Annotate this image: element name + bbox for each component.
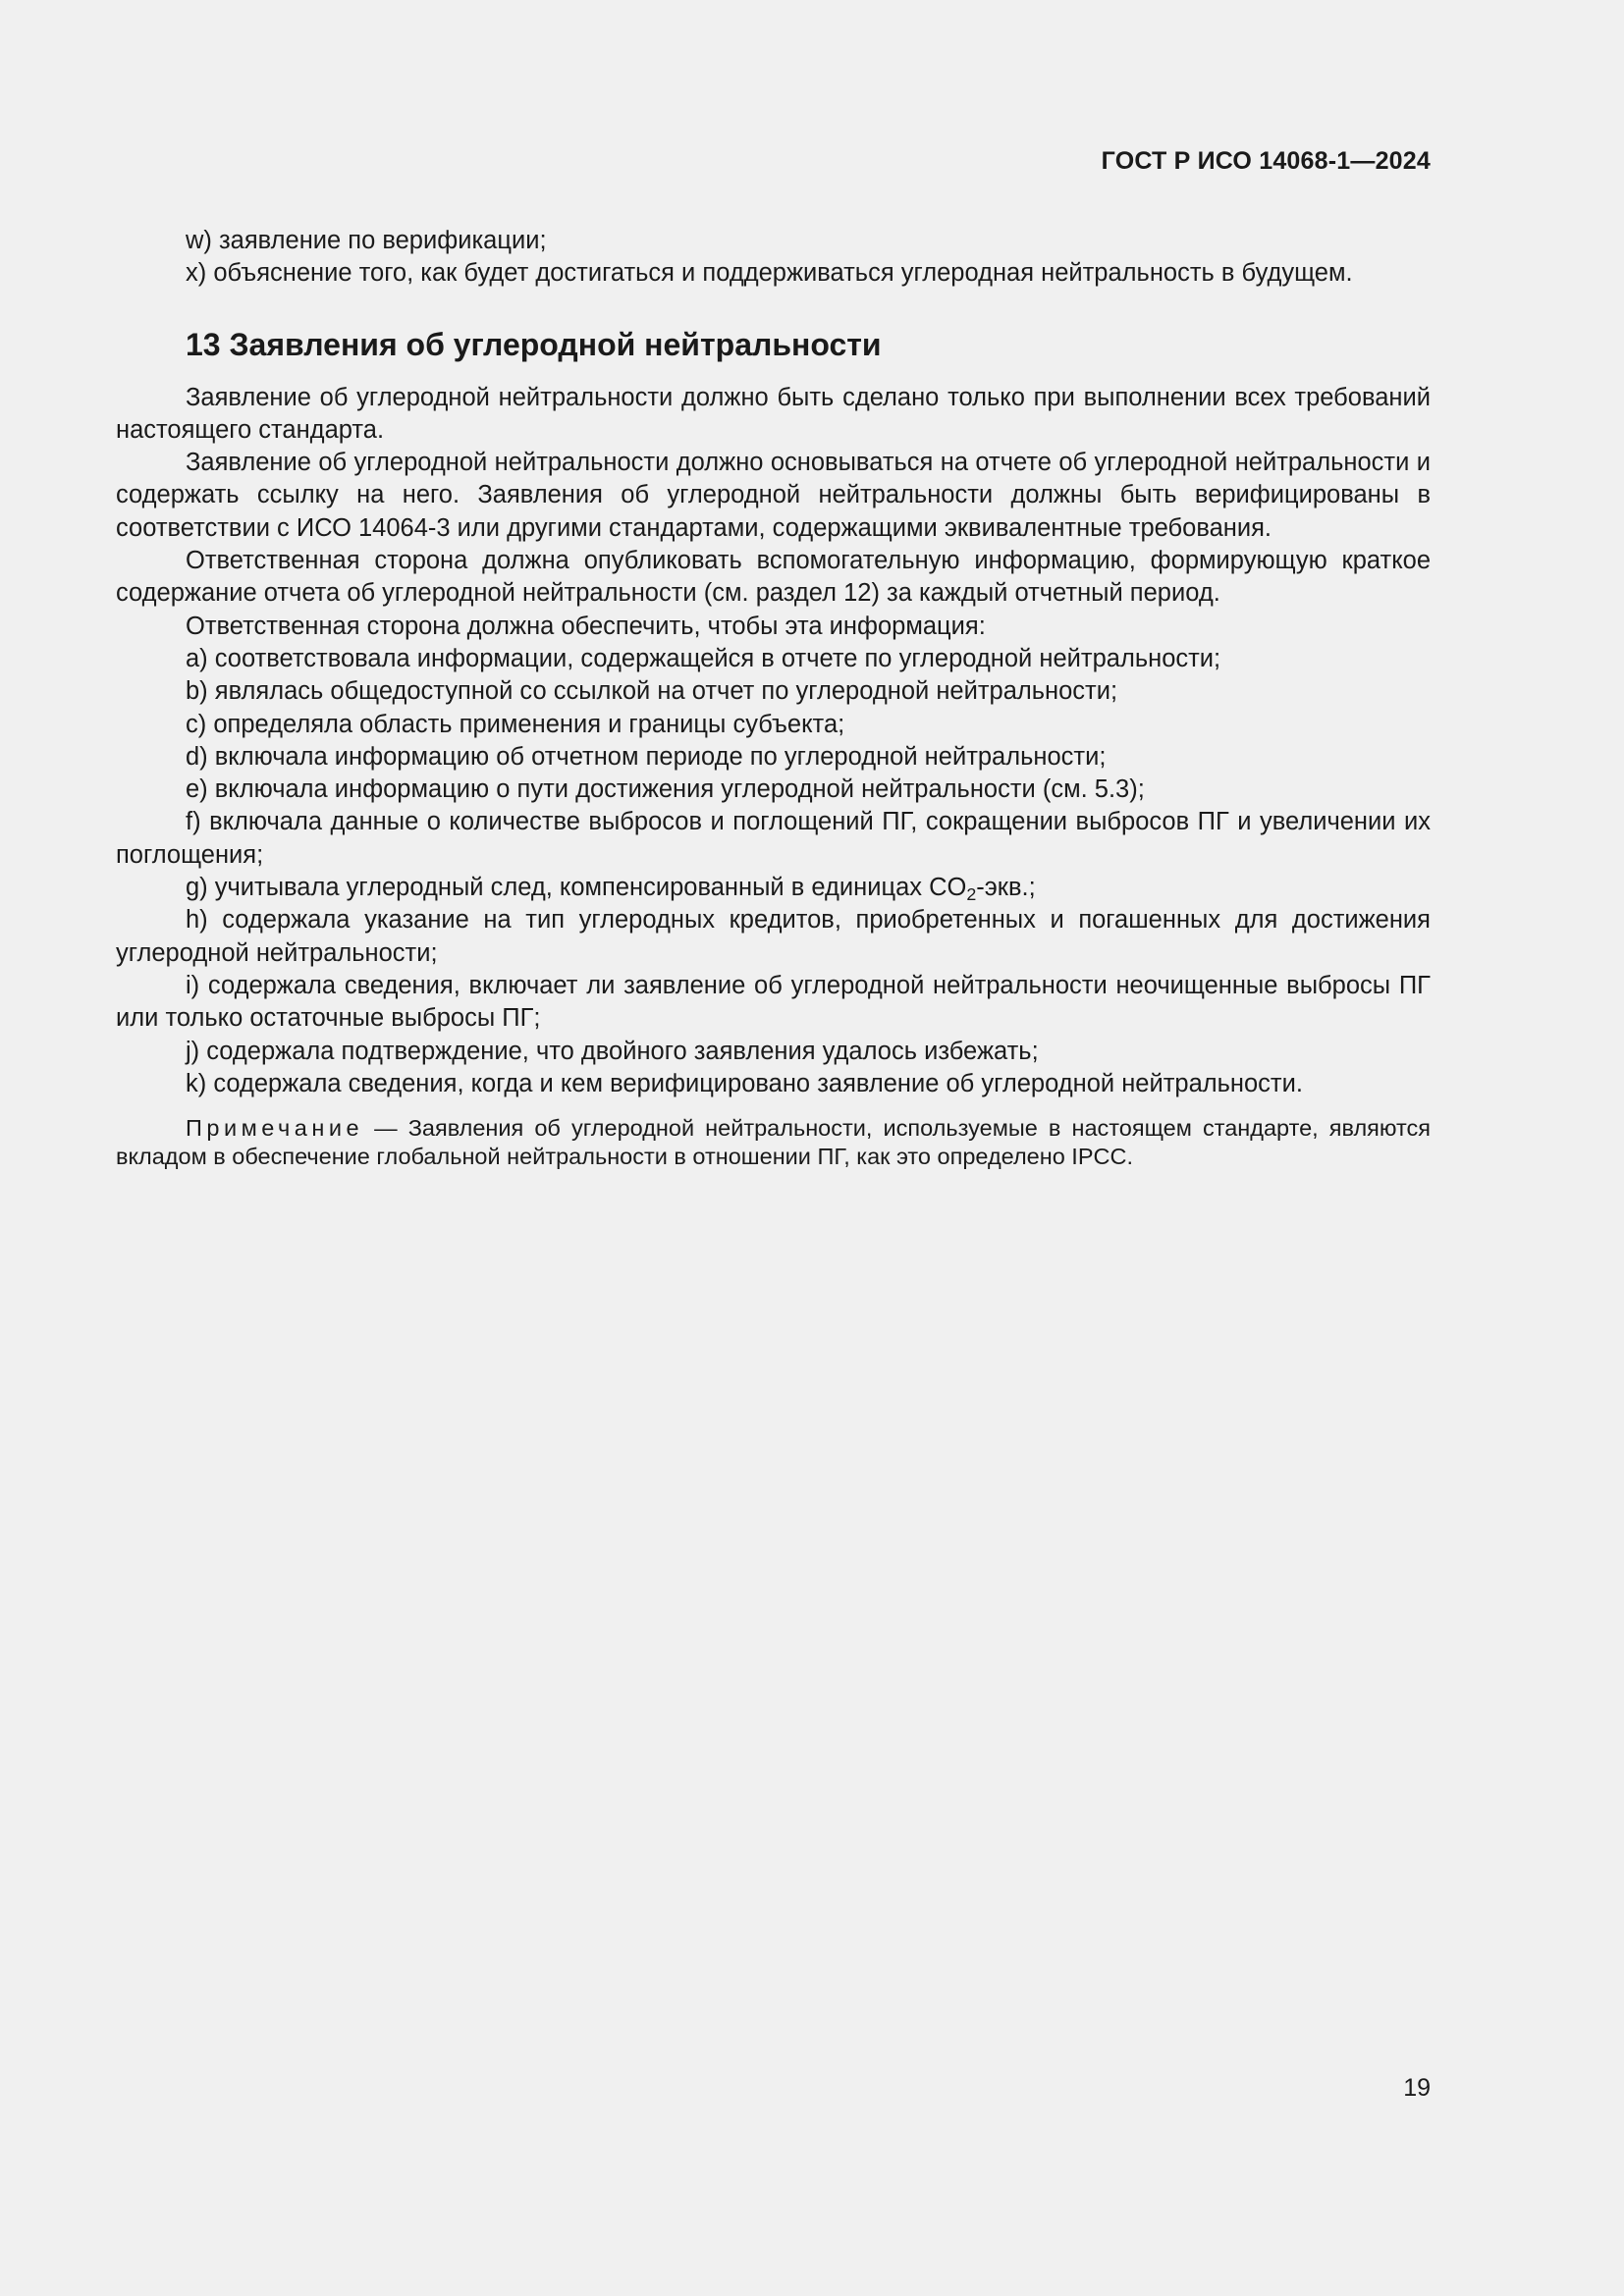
document-header: ГОСТ Р ИСО 14068-1—2024 xyxy=(1101,147,1431,175)
list-item-k: k) содержала сведения, когда и кем верифицировано заявление об углеродной нейтральности. xyxy=(186,1069,1303,1097)
co2-subscript: 2 xyxy=(966,884,977,905)
list-item-f: f) включала данные о количестве выбросов и поглощений ПГ, сокращении выбросов ПГ и увеличении их поглощения; xyxy=(116,808,1431,869)
section-title: 13 Заявления об углеродной нейтральности xyxy=(186,326,882,362)
document-body xyxy=(116,225,1431,1195)
list-item-c: c) определяла область применения и границы субъекта; xyxy=(186,710,845,738)
list-item-d: d) включала информацию об отчетном периоде по углеродной нейтральности; xyxy=(186,742,1107,771)
paragraph: Заявление об углеродной нейтральности должно основываться на отчете об углеродной нейтральности и содержать ссылку на него. Заявления об углеродной нейтральности должны быть верифицированы в соответствии с ИСО 14064-3 или другими стандартами, содержащими эквивалентные требования. xyxy=(116,449,1431,542)
list-item-w: w) заявление по верификации; xyxy=(186,227,547,254)
list-item-g-text: g) учитывала углеродный след, компенсированный в единицах CO xyxy=(186,874,967,902)
list-item-x: x) объяснение того, как будет достигаться и поддерживаться углеродная нейтральность в будущем. xyxy=(186,259,1353,288)
list-item-j: j) содержала подтверждение, что двойного заявления удалось избежать; xyxy=(186,1037,1039,1065)
note xyxy=(116,1114,1431,1171)
list-item-h: h) содержала указание на тип углеродных кредитов, приобретенных и погашенных для достижения углеродной нейтральности; xyxy=(116,906,1431,967)
note-text: — Заявления об углеродной нейтральности, используемые в настоящем стандарте, являются вкладом в обеспечение глобальной нейтральности в отношении ПГ, как это определено IPCC. xyxy=(116,1115,1431,1170)
note-label: Примечание xyxy=(186,1115,364,1142)
list-item-g xyxy=(116,872,1431,904)
list-item-e: e) включала информацию о пути достижения углеродной нейтральности (см. 5.3); xyxy=(186,775,1145,804)
list-item-g-suffix: -экв.; xyxy=(976,874,1036,902)
list-item-b: b) являлась общедоступной со ссылкой на отчет по углеродной нейтральности; xyxy=(186,677,1118,706)
list-item-a: a) соответствовала информации, содержащейся в отчете по углеродной нейтральности; xyxy=(186,644,1221,672)
paragraph: Заявление об углеродной нейтральности должно быть сделано только при выполнении всех требований настоящего стандарта. xyxy=(116,383,1431,444)
paragraph: Ответственная сторона должна обеспечить, чтобы эта информация: xyxy=(186,612,986,640)
paragraph: Ответственная сторона должна опубликовать вспомогательную информацию, формирующую краткое содержание отчета об углеродной нейтральности (см. раздел 12) за каждый отчетный период. xyxy=(116,547,1431,608)
list-item-i: i) содержала сведения, включает ли заявление об углеродной нейтральности неочищенные выбросы ПГ или только остаточные выбросы ПГ; xyxy=(116,971,1431,1033)
page-number: 19 xyxy=(1403,2074,1431,2102)
